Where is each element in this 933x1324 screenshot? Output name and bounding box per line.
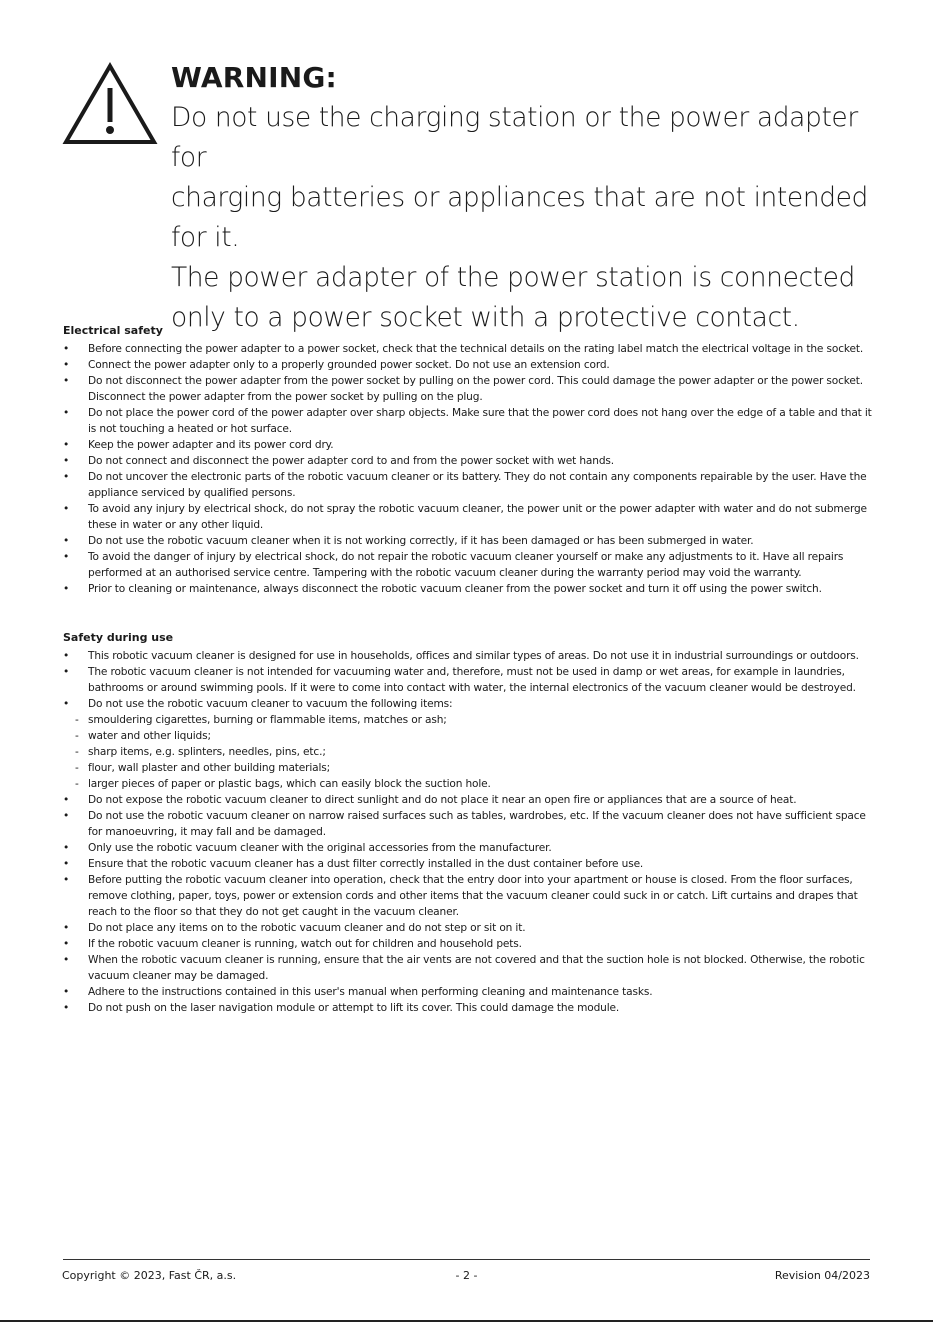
sub-list-item bbox=[63, 776, 873, 792]
list-item bbox=[63, 808, 873, 840]
list-item bbox=[63, 696, 873, 712]
list-item-text: Do not uncover the electronic parts of the robotic vacuum cleaner or its battery. They do not contain any components repairable by the user. Have the appliance serviced by qualified persons. bbox=[88, 471, 867, 499]
bullet-marker: • bbox=[63, 842, 70, 854]
bullet-marker: • bbox=[63, 1002, 70, 1014]
list-item-text: sharp items, e.g. splinters, needles, pins, etc.; bbox=[88, 746, 326, 758]
footer-page-number: - 2 - bbox=[455, 1269, 478, 1282]
bullet-marker: • bbox=[63, 698, 70, 710]
electrical-safety-list bbox=[63, 341, 873, 597]
list-item bbox=[63, 581, 873, 597]
list-item bbox=[63, 1000, 873, 1016]
list-item bbox=[63, 437, 873, 453]
warning-block bbox=[171, 58, 901, 338]
list-item-text: Before connecting the power adapter to a power socket, check that the technical details on the rating label match the electrical voltage in the socket. bbox=[88, 343, 864, 355]
list-item bbox=[63, 856, 873, 872]
list-item-text: Before putting the robotic vacuum cleaner into operation, check that the entry door into your apartment or house is closed. From the floor surfaces, remove clothing, paper, toys, power or extension cords and other items that the vacuum cleaner could suck in or catch. Lift curtains and drapes that reach to the floor so that they do not get caught in the vacuum cleaner. bbox=[88, 874, 858, 918]
list-item bbox=[63, 920, 873, 936]
warning-line: for it. bbox=[171, 222, 240, 253]
electrical-safety-section bbox=[63, 323, 873, 597]
bullet-marker: • bbox=[63, 858, 70, 870]
bullet-marker: • bbox=[63, 922, 70, 934]
dash-marker: - bbox=[75, 746, 79, 758]
list-item bbox=[63, 373, 873, 405]
list-item-text: Do not push on the laser navigation module or attempt to lift its cover. This could damage the module. bbox=[88, 1002, 620, 1014]
list-item bbox=[63, 984, 873, 1000]
bullet-marker: • bbox=[63, 375, 70, 387]
list-item bbox=[63, 341, 873, 357]
list-item-text: Ensure that the robotic vacuum cleaner has a dust filter correctly installed in the dust container before use. bbox=[88, 858, 644, 870]
list-item-text: water and other liquids; bbox=[88, 730, 211, 742]
footer-copyright: Copyright © 2023, Fast ČR, a.s. bbox=[62, 1269, 237, 1282]
sub-list-item bbox=[63, 728, 873, 744]
bullet-marker: • bbox=[63, 583, 70, 595]
bullet-marker: • bbox=[63, 794, 70, 806]
list-item-text: The robotic vacuum cleaner is not intended for vacuuming water and, therefore, must not be used in damp or wet areas, for example in laundries, bathrooms or around swimming pools. If it were to come into contact with water, the internal electronics of the vacuum cleaner would be destroyed. bbox=[88, 666, 856, 694]
bullet-marker: • bbox=[63, 535, 70, 547]
list-item-text: Prior to cleaning or maintenance, always disconnect the robotic vacuum cleaner from the power socket and turn it off using the power switch. bbox=[88, 583, 822, 595]
list-item-text: When the robotic vacuum cleaner is running, ensure that the air vents are not covered and that the suction hole is not blocked. Otherwise, the robotic vacuum cleaner may be damaged. bbox=[88, 954, 865, 982]
list-item-text: flour, wall plaster and other building materials; bbox=[88, 762, 331, 774]
list-item bbox=[63, 533, 873, 549]
list-item-text: Do not connect and disconnect the power adapter cord to and from the power socket with wet hands. bbox=[88, 455, 614, 467]
bullet-marker: • bbox=[63, 359, 70, 371]
section-title: Safety during use bbox=[63, 631, 174, 644]
list-item bbox=[63, 952, 873, 984]
list-item bbox=[63, 792, 873, 808]
bullet-marker: • bbox=[63, 810, 70, 822]
list-item bbox=[63, 872, 873, 920]
list-item-text: larger pieces of paper or plastic bags, which can easily block the suction hole. bbox=[88, 778, 491, 790]
list-item-text: To avoid the danger of injury by electrical shock, do not repair the robotic vacuum cleaner yourself or make any adjustments to it. Have all repairs performed at an authorised service centre. Tampering with the robotic vacuum cleaner during the warranty period may void the warranty. bbox=[88, 551, 844, 579]
list-item bbox=[63, 840, 873, 856]
list-item-text: Do not expose the robotic vacuum cleaner to direct sunlight and do not place it near an open fire or appliances that are a source of heat. bbox=[88, 794, 797, 806]
list-item bbox=[63, 648, 873, 664]
warning-line: The power adapter of the power station is connected bbox=[171, 262, 855, 293]
bullet-marker: • bbox=[63, 954, 70, 966]
list-item-text: Do not use the robotic vacuum cleaner on narrow raised surfaces such as tables, wardrobes, etc. If the vacuum cleaner does not have sufficient space for manoeuvring, it may fall and be damaged. bbox=[88, 810, 866, 838]
bullet-marker: • bbox=[63, 938, 70, 950]
bullet-marker: • bbox=[63, 986, 70, 998]
warning-line: only to a power socket with a protective contact. bbox=[171, 302, 800, 333]
list-item-text: Do not place the power cord of the power adapter over sharp objects. Make sure that the power cord does not hang over the edge of a table and that it is not touching a heated or hot surface. bbox=[88, 407, 872, 435]
list-item-text: Only use the robotic vacuum cleaner with the original accessories from the manufacturer. bbox=[88, 842, 552, 854]
sub-list-item bbox=[63, 712, 873, 728]
list-item bbox=[63, 469, 873, 501]
bullet-marker: • bbox=[63, 874, 70, 886]
list-item bbox=[63, 501, 873, 533]
list-item-text: smouldering cigarettes, burning or flammable items, matches or ash; bbox=[88, 714, 447, 726]
list-item bbox=[63, 405, 873, 437]
list-item-text: Keep the power adapter and its power cord dry. bbox=[88, 439, 334, 451]
sub-list-item bbox=[63, 744, 873, 760]
dash-marker: - bbox=[75, 778, 79, 790]
warning-line: Do not use the charging station or the power adapter for bbox=[171, 102, 858, 173]
list-item-text: Adhere to the instructions contained in this user's manual when performing cleaning and maintenance tasks. bbox=[88, 986, 653, 998]
safety-during-use-section bbox=[63, 630, 873, 1016]
list-item-text: Do not use the robotic vacuum cleaner to vacuum the following items: bbox=[88, 698, 453, 710]
footer-revision: Revision 04/2023 bbox=[774, 1269, 870, 1282]
list-item-text: To avoid any injury by electrical shock, do not spray the robotic vacuum cleaner, the power unit or the power adapter with water and do not submerge these in water or any other liquid. bbox=[88, 503, 867, 531]
list-item-text: If the robotic vacuum cleaner is running, watch out for children and household pets. bbox=[88, 938, 522, 950]
dash-marker: - bbox=[75, 762, 79, 774]
bullet-marker: • bbox=[63, 503, 70, 515]
list-item bbox=[63, 664, 873, 696]
list-item bbox=[63, 453, 873, 469]
sub-list-item bbox=[63, 760, 873, 776]
bullet-marker: • bbox=[63, 650, 70, 662]
warning-title: WARNING: bbox=[171, 61, 337, 94]
list-item-text: Do not disconnect the power adapter from the power socket by pulling on the power cord. This could damage the power adapter or the power socket. Disconnect the power adapter from the power socket by pulling on the plug. bbox=[88, 375, 863, 403]
section-title: Electrical safety bbox=[63, 324, 163, 337]
warning-triangle-icon bbox=[62, 62, 158, 146]
bullet-marker: • bbox=[63, 407, 70, 419]
list-item-text: Connect the power adapter only to a properly grounded power socket. Do not use an extension cord. bbox=[88, 359, 610, 371]
dash-marker: - bbox=[75, 730, 79, 742]
warning-line: charging batteries or appliances that are not intended bbox=[171, 182, 868, 213]
list-item-text: Do not use the robotic vacuum cleaner when it is not working correctly, if it has been damaged or has been submerged in water. bbox=[88, 535, 754, 547]
bullet-marker: • bbox=[63, 439, 70, 451]
bullet-marker: • bbox=[63, 666, 70, 678]
list-item bbox=[63, 549, 873, 581]
bullet-marker: • bbox=[63, 551, 70, 563]
footer-divider bbox=[63, 1259, 870, 1260]
list-item bbox=[63, 357, 873, 373]
page-bottom-edge bbox=[0, 1320, 933, 1322]
bullet-marker: • bbox=[63, 343, 70, 355]
bullet-marker: • bbox=[63, 471, 70, 483]
list-item-text: This robotic vacuum cleaner is designed for use in households, offices and similar types of areas. Do not use it in industrial surroundings or outdoors. bbox=[88, 650, 859, 662]
dash-marker: - bbox=[75, 714, 79, 726]
bullet-marker: • bbox=[63, 455, 70, 467]
list-item-text: Do not place any items on to the robotic vacuum cleaner and do not step or sit on it. bbox=[88, 922, 526, 934]
safety-during-use-list bbox=[63, 648, 873, 1016]
list-item bbox=[63, 936, 873, 952]
